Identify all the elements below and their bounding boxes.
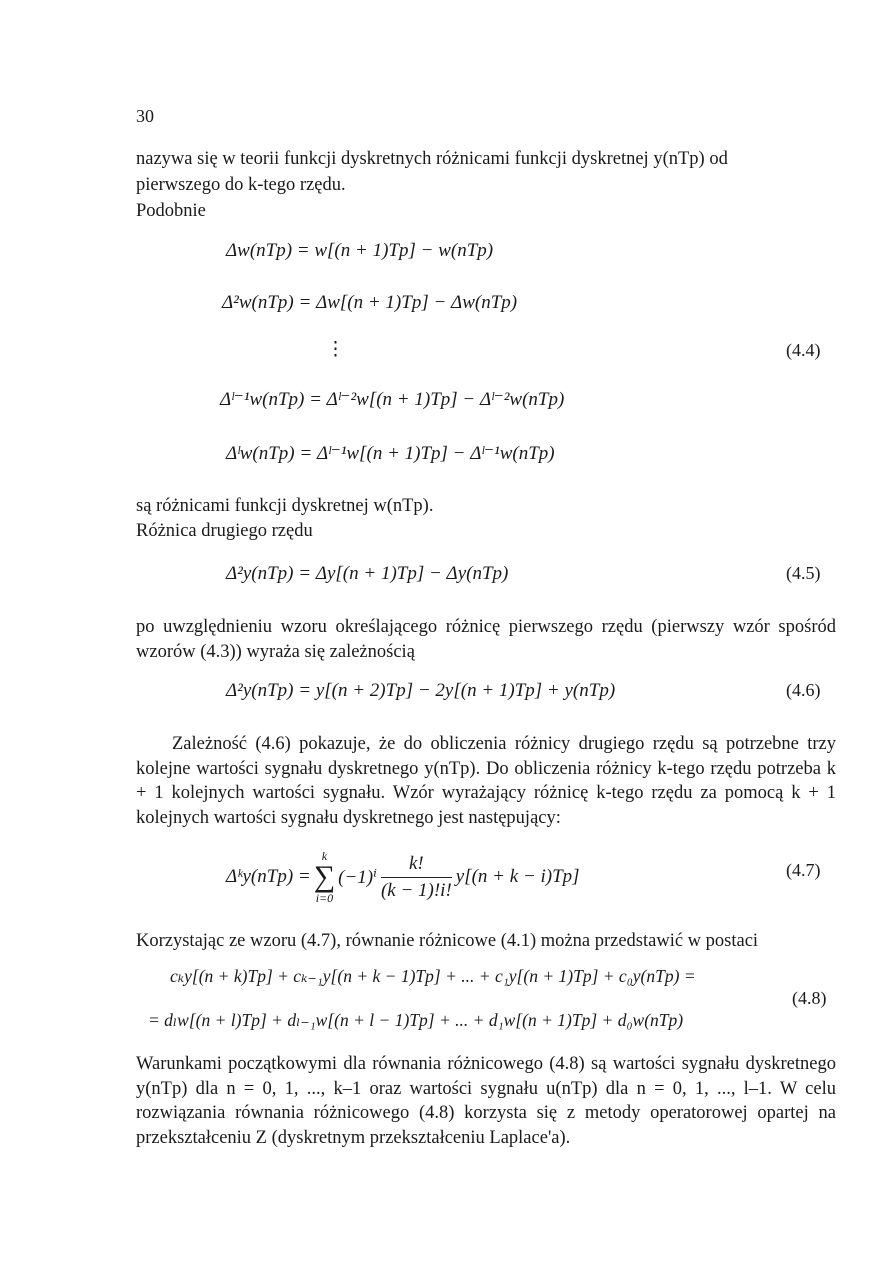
eq-4-7-lhs: Δᵏy(nTp) = xyxy=(226,866,311,887)
page-number: 30 xyxy=(136,106,154,126)
sum-upper-limit: k xyxy=(321,849,328,863)
eq-4-8-line-2: = dₗw[(n + l)Tp] + dₗ₋₁w[(n + l − 1)Tp] + ... + d₁w[(n + 1)Tp] + d₀w(nTp) xyxy=(148,1010,684,1030)
frac-denominator: (k − 1)!i! xyxy=(380,879,452,901)
eq-4-7-number: (4.7) xyxy=(786,860,821,880)
intro-line-2: pierwszego do k-tego rzędu. xyxy=(136,175,346,195)
paragraph-warunki: Warunkami początkowymi dla równania różnicowego (4.8) są wartości sygnału dyskretnego y(nTp) dla n = 0, 1, ..., k–1 oraz wartości sygnału u(nTp) dla n = 0, 1, ..., l–1. W celu rozwiązania równania różnicowego (4.8) korzysta się z metody operatorowej opartej na przekształceniu Z (dyskretnym przekształceniu Laplace'a). xyxy=(136,1054,836,1148)
eq-4-5: Δ²y(nTp) = Δy[(n + 1)Tp] − Δy(nTp) xyxy=(226,563,509,584)
paragraph-korzystajac: Korzystając ze wzoru (4.7), równanie różnicowe (4.1) można przedstawić w postaci xyxy=(136,931,759,951)
paragraph-zaleznosc: Zależność (4.6) pokazuje, że do obliczenia różnicy drugiego rzędu są potrzebne trzy kolejne wartości sygnału dyskretnego y(nTp). Do obliczenia różnicy k-tego rzędu potrzeba k + 1 kolejnych wartości sygnału. Wzór wyrażający różnicę k-tego rzędu za pomocą k + 1 kolejnych wartości sygnału dyskretnego jest następujący: xyxy=(136,734,836,828)
sum-lower-limit: i=0 xyxy=(315,891,334,905)
eq-4-8-line-1: cₖy[(n + k)Tp] + cₖ₋₁y[(n + k − 1)Tp] + ... + c₁y[(n + 1)Tp] + c₀y(nTp) = xyxy=(170,966,696,986)
eq-4-8-number: (4.8) xyxy=(792,988,827,1008)
intro-line-1: nazywa się w teorii funkcji dyskretnych różnicami funkcji dyskretnej y(nTp) od xyxy=(136,149,728,169)
eq-4-4-line-2: Δ²w(nTp) = Δw[(n + 1)Tp] − Δw(nTp) xyxy=(222,292,518,313)
eq-4-6-number: (4.6) xyxy=(786,680,821,700)
eq-4-4-line-1: Δw(nTp) = w[(n + 1)Tp] − w(nTp) xyxy=(226,240,494,261)
eq-4-7-fraction xyxy=(381,853,452,902)
eq-4-4-vdots: ⋮ xyxy=(326,339,345,360)
eq-4-4-number: (4.4) xyxy=(786,340,821,360)
sigma-icon: ∑ xyxy=(313,860,336,893)
eq-4-7-sign: (−1)ⁱ xyxy=(338,866,377,888)
eq-4-6: Δ²y(nTp) = y[(n + 2)Tp] − 2y[(n + 1)Tp] + y(nTp) xyxy=(226,680,616,701)
summation-symbol xyxy=(314,850,335,904)
frac-numerator: k! xyxy=(381,853,452,878)
eq-4-7-rhs: y[(n + k − i)Tp] xyxy=(455,866,580,887)
after-4-4-line-2: Różnica drugiego rzędu xyxy=(136,521,313,541)
eq-4-5-number: (4.5) xyxy=(786,563,821,583)
paragraph-uwzglednieniu: po uwzględnieniu wzoru określającego różnicę pierwszego rzędu (pierwszy wzór spośród wzorów (4.3)) wyraża się zależnością xyxy=(136,617,836,662)
eq-4-4-line-4: Δˡw(nTp) = Δˡ⁻¹w[(n + 1)Tp] − Δˡ⁻¹w(nTp) xyxy=(226,443,555,464)
eq-4-4-line-3: Δˡ⁻¹w(nTp) = Δˡ⁻²w[(n + 1)Tp] − Δˡ⁻²w(nTp) xyxy=(220,389,565,410)
after-4-4-line-1: są różnicami funkcji dyskretnej w(nTp). xyxy=(136,496,434,516)
podobnie-label: Podobnie xyxy=(136,201,206,221)
eq-4-7 xyxy=(226,846,580,908)
